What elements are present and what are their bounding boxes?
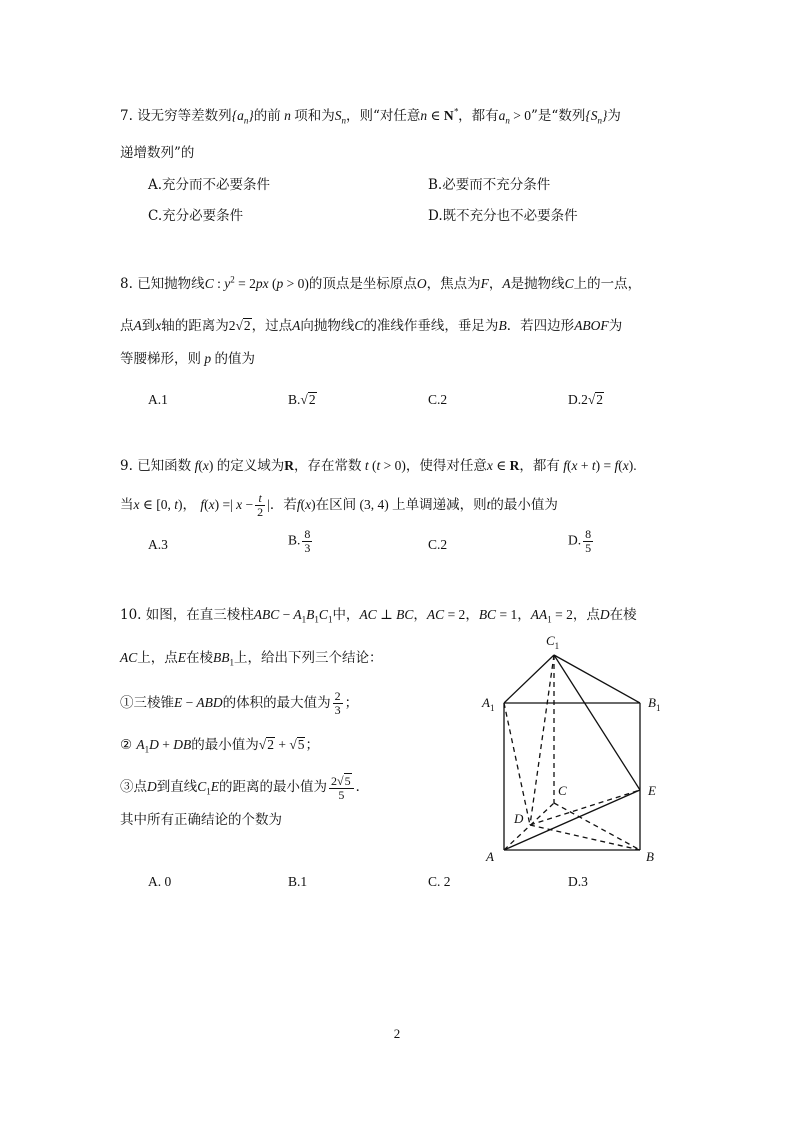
label-B: B <box>646 849 654 864</box>
segment-C1-E <box>554 655 640 790</box>
q8-number: 8. <box>120 276 133 292</box>
q10-line-1: 10. 如图，在直三棱柱ABC − $A_1B_1C_1$中，AC ⊥ BC，AC = 2，BC = 1，$AA_1 = 2$，点D在棱 <box>120 607 637 625</box>
edge-A-C <box>504 803 554 850</box>
q7-line-2: 递增数列”的 <box>120 145 195 161</box>
q9-number: 9. <box>120 458 133 474</box>
page-number: 2 <box>393 1026 401 1041</box>
q8-option-b[interactable]: B.√2 <box>288 392 316 407</box>
q8-option-c[interactable]: C.2 <box>428 392 448 407</box>
q10-conclusion-3: ③点D到直线$C_1E$的距离的最小值为 $\frac{2√5}{5}$ ． <box>120 774 370 802</box>
q9-line-2: 当x ∈ [0, t)， f(x) =| x − $\frac{t}{2}$ |．若f(x)在区间 (3, 4) 上单调递减，则t的最小值为 <box>120 491 558 519</box>
q10-option-d[interactable]: D.3 <box>568 874 588 889</box>
q7-option-d[interactable]: D.既不充分也不必要条件 <box>428 208 578 224</box>
q10-closing: 其中所有正确结论的个数为 <box>120 812 282 828</box>
label-D: D <box>514 811 524 826</box>
q8-option-d[interactable]: D.2√2 <box>568 392 604 407</box>
q10-option-c[interactable]: C. 2 <box>428 874 451 889</box>
q7-option-a[interactable]: A.充分而不必要条件 <box>148 177 271 193</box>
q9-option-d[interactable]: D. $\frac{8}{5}$ <box>568 527 592 555</box>
q9-option-b[interactable]: B. $\frac{8}{3}$ <box>288 527 311 555</box>
q8-option-a[interactable]: A.1 <box>148 392 168 407</box>
q7-line-1: 7. 设无穷等差数列$\{a_n\}$的前 n 项和为$S_n$，则“对任意n ∈ N*，都有$a_n > 0$”是“数列$\{S_n\}$为 <box>120 106 621 126</box>
q9-option-a[interactable]: A.3 <box>148 537 168 552</box>
segment-D-B <box>530 825 640 850</box>
segment-C1-D <box>530 655 554 825</box>
label-B1: $B_1$ <box>648 695 661 713</box>
label-A1: $A_1$ <box>482 695 495 713</box>
q7-option-b[interactable]: B.必要而不充分条件 <box>428 177 551 193</box>
q9-option-c[interactable]: C.2 <box>428 537 448 552</box>
q10-option-a[interactable]: A. 0 <box>148 874 172 889</box>
q7-option-c[interactable]: C.充分必要条件 <box>148 208 244 224</box>
segment-D-E <box>530 790 640 825</box>
label-C1: $C_1$ <box>546 633 560 651</box>
segment-A1-D <box>504 703 530 825</box>
edge-C1-A1 <box>504 655 554 703</box>
q10-prism-figure <box>470 625 685 875</box>
edge-C1-B1 <box>554 655 640 703</box>
q10-number: 10. <box>120 607 142 623</box>
segment-A-E <box>504 790 640 850</box>
edge-C-B <box>554 803 640 850</box>
label-E: E <box>648 783 656 798</box>
q8-line-3: 等腰梯形，则 p 的值为 <box>120 351 255 367</box>
q7-number: 7. <box>120 108 133 124</box>
q9-line-1: 9. 已知函数 f(x) 的定义域为R，存在常数 t (t > 0)，使得对任意x ∈ R，都有 f(x + t) = f(x). <box>120 458 637 474</box>
q10-option-b[interactable]: B.1 <box>288 874 308 889</box>
label-A: A <box>486 849 494 864</box>
q8-line-1: 8. 已知抛物线C : $y^2 = 2px$ (p > 0)的顶点是坐标原点O，焦点为F，A是抛物线C上的一点， <box>120 274 642 292</box>
q10-conclusion-2: ② $A_1D$ + DB的最小值为√2 + √5； <box>120 737 319 755</box>
q10-line-2: AC上，点E在棱$BB_1$上，给出下列三个结论： <box>120 650 383 668</box>
q8-line-2: 点A到x轴的距离为2√2，过点A向抛物线C的准线作垂线，垂足为B．若四边形ABOF为 <box>120 318 623 334</box>
q10-conclusion-1: ①三棱锥E − ABD的体积的最大值为 $\frac{2}{3}$ ； <box>120 689 359 717</box>
label-C: C <box>558 783 567 798</box>
